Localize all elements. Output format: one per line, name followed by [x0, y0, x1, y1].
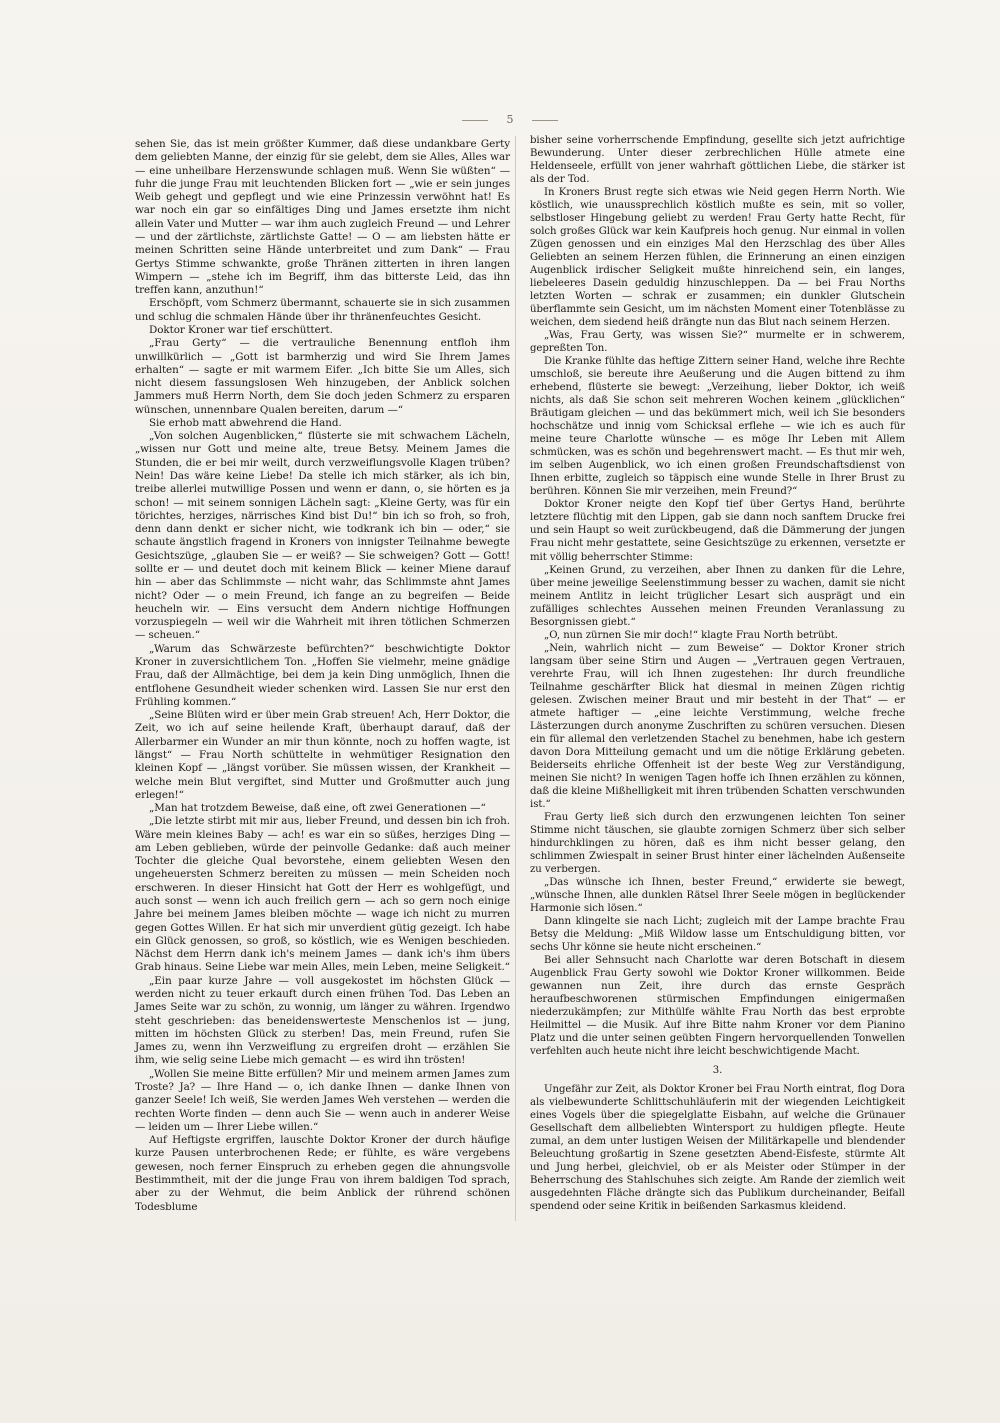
right-column — [530, 134, 905, 1213]
paragraph: Sie erhob matt abwehrend die Hand. — [149, 416, 342, 429]
paragraph: Ungefähr zur Zeit, als Doktor Kroner bei Frau North eintrat, flog Dora als vielbewunderte Schlittschuhläuferin mit der wiegenden Leichtigkeit eines Vogels über die spiegelglatte Eisbahn, auf welche die Grünauer Gesellschaft dem allbeliebten Wintersport zu huldigen pflegte. Heute zumal, an dem unter lustigen Weisen der Militärkapelle und blendender Beleuchtung großartig in Szene gesetzten Abend-Eisfeste, stürmte Alt und Jung herbei, gleichviel, ob er als Meister oder Stümper in der Beherrschung des Stahlschuhes sich zeigte. Am Rande der ziemlich weit ausgedehnten Fläche drängte sich das Publikum durcheinander, Beifall spendend oder seine Kritik in beißenden Sarkasmus kleidend. — [530, 1084, 905, 1213]
paragraph: Erschöpft, vom Schmerz übermannt, schauerte sie in sich zusammen und schlug die schmalen Hände über ihr thränenfeuchtes Gesicht. — [135, 297, 510, 323]
page-number: 5 — [490, 113, 530, 126]
paragraph: „Ein paar kurze Jahre — voll ausgekostet im höchsten Glück — werden nicht zu teuer erkauft durch einen frühen Tod. Das Leben an James Seite war zu schön, zu wonnig, um länger zu währen. Irgendwo steht geschrieben: das beneidenswerteste Menschenlos ist — jung, mitten im höchsten Glück zu sterben! Das, mein Freund, rufen Sie James zu, wenn ihn Verzweiflung zu ergreifen droht — erzählen Sie ihm, wie selig seine Liebe mich gemacht — es wird ihn trösten! — [135, 974, 510, 1067]
paragraph: „Die letzte stirbt mit mir aus, lieber Freund, und dessen bin ich froh. Wäre mein kleines Baby — ach! es war ein so süßes, herziges Ding — am Leben geblieben, würde der peinvolle Gedanke: daß auch meiner Tochter die gleiche Qual bevorstehe, einem geliebten Wesen den ungeheuersten Schmerz bereiten zu müssen — mein Scheiden noch erschweren. In dieser Hinsicht hat Gott der Herr es wohlgefügt, und auch sonst — wenn ich auch freilich gern — ach so gern noch einige Jahre bei meinem James bleiben möchte — wage ich nicht zu murren gegen Gottes Willen. Er hat sich mir unverdient gütig gezeigt. Ich habe ein Glück genossen, so groß, so köstlich, wie es Wenigen beschieden. Nächst dem Herrn dank ich's meinem James — dank ich's ihm übers Grab hinaus. Seine Liebe war mein Alles, mein Leben, meine Seligkeit.“ — [135, 815, 510, 974]
paragraph: „Von solchen Augenblicken,“ flüsterte sie mit schwachem Lächeln, „wissen nur Gott und meine alte, treue Betsy. Meinem James die Stunden, die er bei mir weilt, durch verzweiflungsvolle Klagen trüben? Nein! Das wäre keine Liebe! Da stelle ich mich stärker, als ich bin, treibe allerlei mutwillige Possen und wenn er dann, o, sie hörten es ja schon! — mit seinem sonnigen Lächeln sagt: „Kleine Gerty, was für ein törichtes, herziges, närrisches Kind bist Du!“ bin ich so froh, so froh, denn dann denkt er sicher nicht, wie todkrank ich bin — oder,“ sie schaute ängstlich fragend in Kroners von innigster Teilnahme bewegte Gesichtszüge, „glauben Sie — er weiß? — Sie schweigen? Gott — Gott! sollte er — und deutet doch mit keinem Blick — keiner Miene darauf hin — aber das Schlimmste — nicht wahr, das Schlimmste ahnt James nicht? Oder — o mein Freund, ich fange an zu begreifen — Beide heucheln wir. — Eins versucht dem Andern nichtige Hoffnungen vorzuspiegeln — weil wir die Wahrheit mit ihren tötlichen Schmerzen — scheuen.“ — [135, 430, 510, 642]
paragraph: „Das wünsche ich Ihnen, bester Freund,“ erwiderte sie bewegt, „wünsche Ihnen, alle dunklen Rätsel Ihrer Seele mögen in beglückender Harmonie sich lösen.“ — [530, 876, 905, 914]
paragraph: „Was, Frau Gerty, was wissen Sie?“ murmelte er in schwerem, gepreßten Ton. — [530, 330, 905, 355]
paragraph: „O, nun zürnen Sie mir doch!“ klagte Frau North betrübt. — [544, 629, 838, 641]
paragraph: Dann klingelte sie nach Licht; zugleich mit der Lampe brachte Frau Betsy die Meldung: „Miß Wildow lasse um Entschuldigung bitten, vor sechs Uhr könne sie heute nicht erscheinen.“ — [530, 915, 905, 953]
paragraph: Doktor Kroner war tief erschüttert. — [149, 323, 333, 336]
column-divider — [515, 136, 516, 1221]
paragraph: Frau Gerty ließ sich durch den erzwungenen leichten Ton seiner Stimme nicht täuschen, sie glaubte zornigen Schmerz über sich selber hindurchklingen zu hören, daß es ihm nicht besser gelang, den schlimmen Zwiespalt in seiner Brust hinter einer lächelnden Außenseite zu verbergen. — [530, 811, 905, 875]
paragraph: „Seine Blüten wird er über mein Grab streuen! Ach, Herr Doktor, die Zeit, wo ich auf seine heilende Kraft, überhaupt darauf, daß der Allerbarmer ein Wunder an mir thun könnte, noch zu hoffen wagte, ist längst“ — Frau North schüttelte in wehmütiger Resignation den kleinen Kopf — „längst vorüber. Sie müssen wissen, der Krankheit — welche mein Blut vergiftet, sind Mutter und Großmutter auch jung erlegen!“ — [135, 709, 510, 801]
paragraph: Auf Heftigste ergriffen, lauschte Doktor Kroner der durch häufige kurze Pausen unterbrochenen Rede; er fühlte, es wäre vergebens gewesen, noch ferner Einspruch zu erheben gegen die ahnungsvolle Bestimmtheit, mit der die junge Frau von ihrem baldigen Tod sprach, aber zu der Wehmut, die beim Anblick der rührend schönen Todesblume — [135, 1134, 510, 1213]
paragraph: Bei aller Sehnsucht nach Charlotte war deren Botschaft in diesem Augenblick Frau Gerty sowohl wie Doktor Kroner willkommen. Beide gewannen nun Zeit, ihre durch das ernste Gespräch heraufbeschworenen stürmischen Empfindungen einigermaßen niederzukämpfen; zur Mithülfe wählte Frau North das best erprobte Heilmittel — die Musik. Auf ihre Bitte nahm Kroner vor dem Pianino Platz und die unter seinen geübten Fingern hervorquellenden Tonwellen verfehlten auch heute nicht ihre leicht beschwichtigende Macht. — [530, 954, 905, 1058]
paragraph: „Wollen Sie meine Bitte erfüllen? Mir und meinem armen James zum Troste? Ja? — Ihre Hand — o, ich danke Ihnen — danke Ihnen von ganzer Seele! Ich weiß, Sie werden James Weh verstehen — werden die rechten Worte finden — denn auch Sie — wenn auch in anderer Weise — leiden um — Ihrer Liebe willen.“ — [135, 1067, 510, 1133]
paragraph: „Nein, wahrlich nicht — zum Beweise“ — Doktor Kroner strich langsam über seine Stirn und Augen — „Vertrauen gegen Vertrauen, verehrte Frau, will ich Ihnen zugestehen: Ihr durch freundliche Teilnahme geschärfter Blick hat diesmal in meinen Zügen richtig gelesen. Zwischen meiner Braut und mir besteht in der That“ — er atmete haftiger — „eine leichte Verstimmung, welche freche Lästerzungen durch anonyme Zuschriften zu schüren versuchen. Diesen ein für allemal den verletzenden Stachel zu benehmen, habe ich gestern davon Dora Mitteilung gemacht und um die nötige Erklärung gebeten. Beiderseits ehrliche Offenheit ist der beste Weg zur Verständigung, meinen Sie nicht? In wenigen Tagen hoffe ich Ihnen erzählen zu können, daß die kleine Mißhelligkeit mit ihren trübenden Schatten verschwunden ist.“ — [530, 642, 905, 810]
paragraph: „Warum das Schwärzeste befürchten?“ beschwichtigte Doktor Kroner in zuversichtlichem Ton. „Hoffen Sie vielmehr, meine gnädige Frau, daß der Allmächtige, bei dem ja kein Ding unmöglich, Ihnen die entflohene Gesundheit wieder schenken wird. Lassen Sie nur erst den Frühling kommen.“ — [135, 642, 510, 708]
paragraph: „Keinen Grund, zu verzeihen, aber Ihnen zu danken für die Lehre, über meine jeweilige Seelenstimmung besser zu wachen, damit sie nicht meinem Antlitz in leicht trüglicher Lesart sich ausprägt und ein zufälliges schlechtes Aussehen meinen Freunden Veranlassung zu Besorgnissen giebt.“ — [530, 564, 905, 628]
paragraph: „Man hat trotzdem Beweise, daß eine, oft zwei Generationen —“ — [149, 802, 486, 815]
paragraph: Doktor Kroner neigte den Kopf tief über Gertys Hand, berührte letztere flüchtig mit den Lippen, gab sie dann noch sanftem Drucke frei und sein Haupt so weit zurückbeugend, daß die Dämmerung der jungen Frau nicht mehr gestattete, seine Gesichtszüge zu erkennen, versetzte er mit völlig beherrschter Stimme: — [530, 499, 905, 563]
section-heading: 3. — [712, 1065, 723, 1077]
paragraph: „Frau Gerty“ — die vertrauliche Benennung entfloh ihm unwillkürlich — „Gott ist barmherzig und wird Sie Ihrem James erhalten“ — sagte er mit warmem Eifer. „Ich bitte Sie um Alles, sich nicht diesem fassungslosen Weh hinzugeben, der Anblick solchen Jammers muß Herrn North, dem Sie doch jeden Schmerz zu ersparen wünschen, unnennbare Qualen bereiten, darum —“ — [135, 337, 510, 416]
paragraph: sehen Sie, das ist mein größter Kummer, daß diese undankbare Gerty dem geliebten Manne, der einzig für sie gelebt, dem sie Alles, Alles war — eine unheilbare Herzenswunde schlagen muß. Wenn Sie wüßten“ — fuhr die junge Frau mit leuchtenden Blicken fort — „wie er sein junges Weib gehegt und gepflegt und wie eine Prinzessin verwöhnt hat! Es war noch ein gar so einfältiges Ding und James ersetzte ihm nicht allein Vater und Mutter — war ihm auch zugleich Freund — und Lehrer — und der zärtlichste, zärtlichste Gatte! — O — am liebsten hätte er meinen Schritten seine Hände unterbreitet und zum Dank“ — Frau Gertys Stimme schwankte, große Thränen zitterten in ihren langen Wimpern — „stehe ich im Begriff, ihm das bitterste Leid, das ihn treffen kann, anzuthun!“ — [135, 138, 510, 297]
paragraph: Die Kranke fühlte das heftige Zittern seiner Hand, welche ihre Rechte umschloß, sie bereute ihre Aeußerung und die Augen bittend zu ihm erhebend, flüsterte sie bewegt: „Verzeihung, lieber Doktor, ich weiß nichts, als daß Sie schon seit mehreren Wochen keinem „glücklichen“ Bräutigam gleichen — und das bekümmert mich, weil ich Sie besonders hochschätze und innig vom Schicksal erflehe — wie ich es auch für meine teure Charlotte wünsche — es möge Ihr Leben mit Allem schmücken, was es schön und begehrenswert macht. — Es thut mir weh, im selben Augenblick, wo ich einen großen Freundschaftsdienst von Ihnen erbitte, zugleich so täppisch eine wunde Stelle in Ihrer Brust zu berühren. Können Sie mir verzeihen, mein Freund?“ — [530, 356, 905, 498]
left-column — [135, 138, 510, 1214]
paragraph: bisher seine vorherrschende Empfindung, gesellte sich jetzt aufrichtige Bewunderung. Unter dieser zerbrechlichen Hülle atmete eine Heldenseele, erfüllt von jener wahrhaft göttlichen Liebe, die stärker ist als der Tod. — [530, 135, 905, 186]
paragraph: In Kroners Brust regte sich etwas wie Neid gegen Herrn North. Wie köstlich, wie unaussprechlich köstlich mußte es sein, mit so voller, selbstloser Hingebung geliebt zu werden! Frau Gerty hatte Recht, für solch großes Glück war kein Kaufpreis hoch genug. Nur einmal in vollen Zügen genossen und ein einziges Mal den Herzschlag des über Alles Geliebten an seinem Herzen fühlen, die Erinnerung an einen einzigen Augenblick irdischer Seligkeit mußte hinreichend sein, ein langes, liebeleeres Dasein geduldig hinzuschleppen. Da — bei Frau Norths letzten Worten — schrak er zusammen; ein dunkler Glutschein überflammte sein Gesicht, um im nächsten Moment einer Totenblässe zu weichen, dem siedend heiß drängte nun das Blut nach seinem Herzen. — [530, 187, 905, 329]
